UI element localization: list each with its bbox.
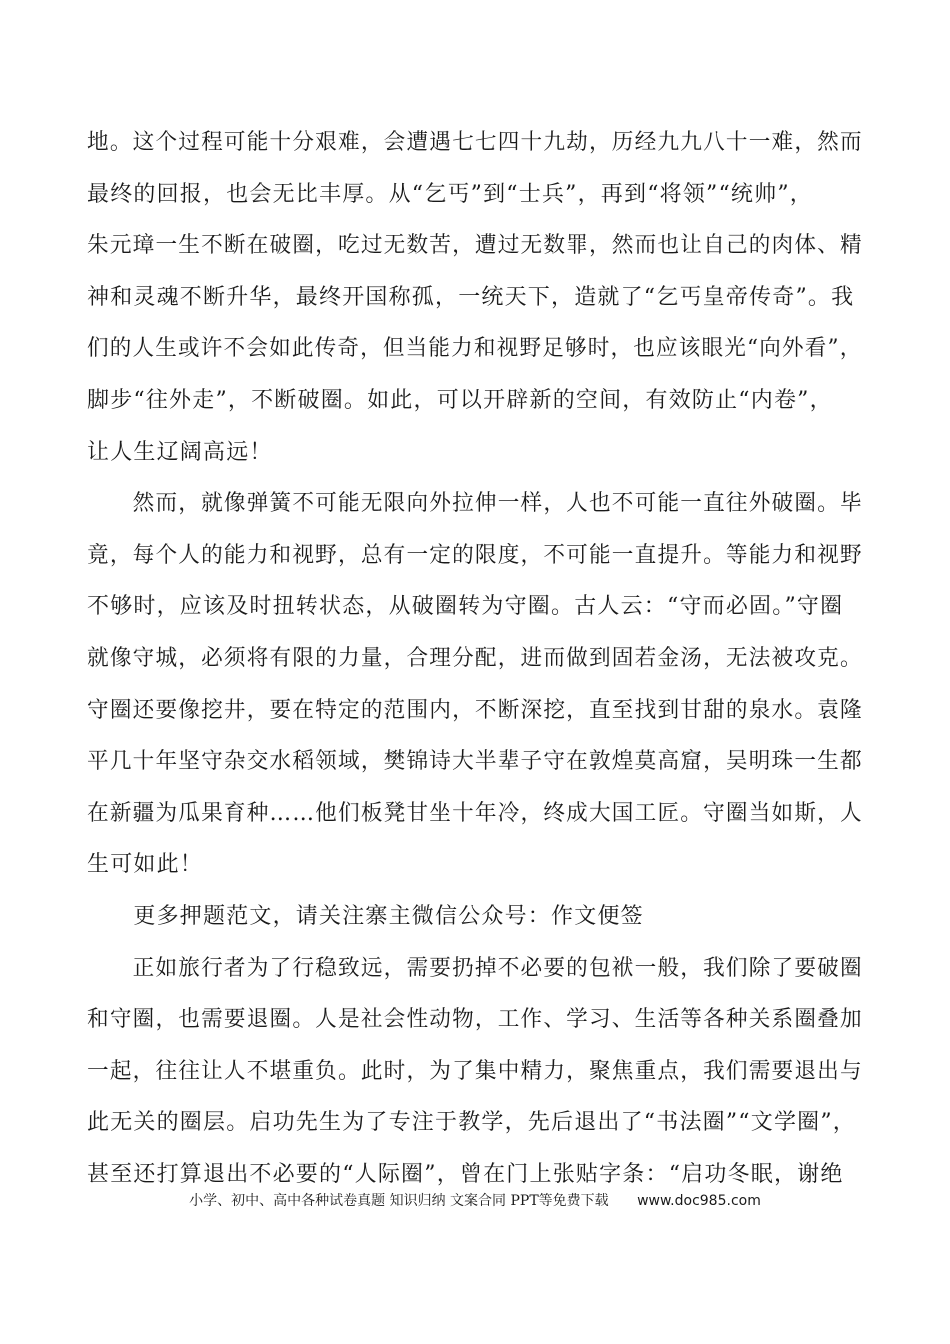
body-line: 不够时，应该及时扭转状态，从破圈转为守圈。古人云：“守而必固。”守圈 <box>87 594 844 620</box>
body-line: 竟，每个人的能力和视野，总有一定的限度，不可能一直提升。等能力和视野 <box>87 542 863 568</box>
body-line: 们的人生或许不会如此传奇，但当能力和视野足够时，也应该眼光“向外看”， <box>87 336 863 362</box>
page-footer <box>0 1190 950 1210</box>
footer-url[interactable]: www.doc985.com <box>637 1193 761 1209</box>
body-line: 神和灵魂不断升华，最终开国称孤，一统天下，造就了“乞丐皇帝传奇”。我 <box>87 284 855 310</box>
body-line: 生可如此！ <box>87 852 204 878</box>
body-line: 更多押题范文，请关注寨主微信公众号：作文便签 <box>87 904 644 929</box>
body-line: 朱元璋一生不断在破圈，吃过无数苦，遭过无数罪，然而也让自己的肉体、精 <box>87 233 863 259</box>
body-line: 最终的回报，也会无比丰厚。从“乞丐”到“士兵”，再到“将领”“统帅”， <box>87 181 813 207</box>
body-line: 守圈还要像挖井，要在特定的范围内，不断深挖，直至找到甘甜的泉水。袁隆 <box>87 697 863 723</box>
footer-text: 小学、初中、高中各种试卷真题 知识归纳 文案合同 PPT等免费下载 <box>189 1193 609 1209</box>
body-line: 在新疆为瓜果育种……他们板凳甘坐十年冷，终成大国工匠。守圈当如斯，人 <box>87 800 863 826</box>
body-line: 此无关的圈层。启功先生为了专注于教学，先后退出了“书法圈”“文学圈”， <box>87 1110 856 1136</box>
body-line: 然而，就像弹簧不可能无限向外拉伸一样，人也不可能一直往外破圈。毕 <box>87 491 863 517</box>
body-line: 地。这个过程可能十分艰难，会遭遇七七四十九劫，历经九九八十一难，然而 <box>87 130 863 155</box>
body-line: 和守圈，也需要退圈。人是社会性动物，工作、学习、生活等各种关系圈叠加 <box>87 1007 863 1033</box>
body-line: 甚至还打算退出不必要的“人际圈”，曾在门上张贴字条：“启功冬眠，谢绝 <box>87 1162 844 1187</box>
body-line: 正如旅行者为了行稳致远，需要扔掉不必要的包袱一般，我们除了要破圈 <box>87 955 863 981</box>
body-line: 平几十年坚守杂交水稻领域，樊锦诗大半辈子守在敦煌莫高窟，吴明珠一生都 <box>87 749 863 775</box>
body-line: 就像守城，必须将有限的力量，合理分配，进而做到固若金汤，无法被攻克。 <box>87 646 863 671</box>
body-line: 一起，往往让人不堪重负。此时，为了集中精力，聚焦重点，我们需要退出与 <box>87 1058 863 1084</box>
body-line: 让人生辽阔高远！ <box>87 439 273 465</box>
body-line: 脚步“往外走”，不断破圈。如此，可以开辟新的空间，有效防止“内卷”， <box>87 388 833 413</box>
